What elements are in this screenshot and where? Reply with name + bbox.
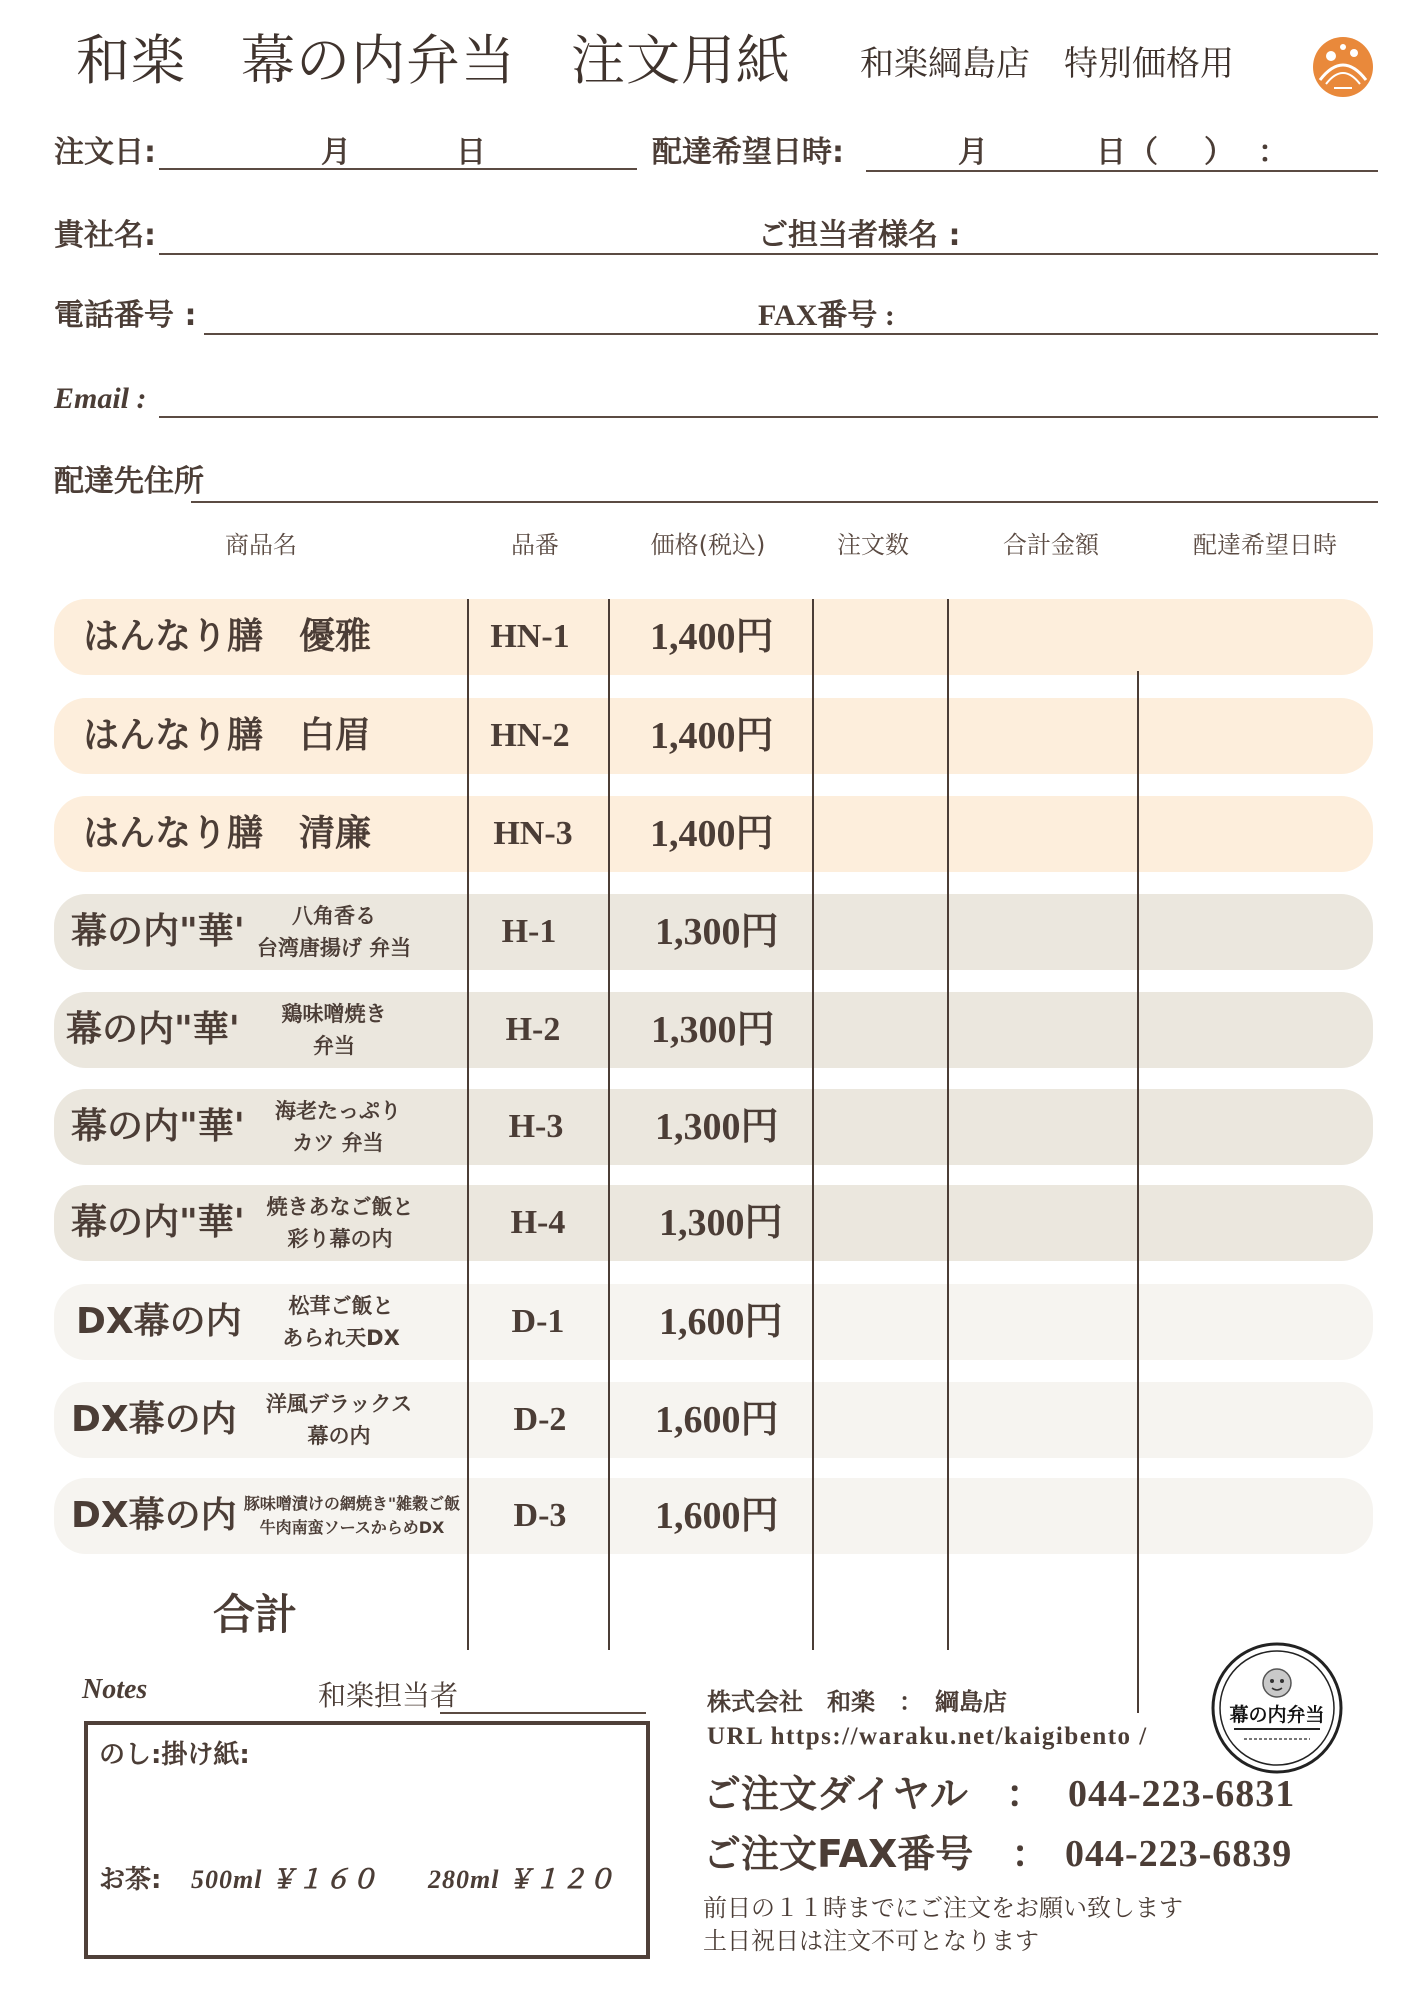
delivery-time-cell[interactable] (1139, 894, 1369, 970)
column-divider (947, 599, 949, 1650)
amount-cell[interactable] (949, 796, 1137, 872)
order-day-label: 日 (456, 135, 486, 170)
product-price: 1,300円 (655, 1106, 779, 1148)
product-price: 1,400円 (650, 616, 774, 658)
product-price: 1,600円 (659, 1301, 783, 1343)
noshi-field[interactable] (260, 1740, 630, 1770)
quantity-cell[interactable] (814, 599, 947, 675)
column-divider (608, 599, 610, 1650)
delivery-month-label: 月 (958, 135, 988, 170)
header-product-name: 商品名 (225, 531, 297, 559)
product-code: D-3 (513, 1497, 567, 1534)
product-code: H-2 (505, 1011, 561, 1048)
amount-cell[interactable] (949, 992, 1137, 1068)
tea-option-280ml: 280ml ￥１２０ (428, 1865, 615, 1894)
header-delivery-datetime: 配達希望日時 (1193, 531, 1337, 559)
product-price: 1,300円 (655, 911, 779, 953)
order-phone-number: 044-223-6831 (1068, 1773, 1296, 1815)
product-row (54, 1089, 1373, 1165)
product-name: はんなり膳 優雅 (83, 616, 372, 657)
notice-line: 前日の１１時までにご注文をお願い致します (703, 1894, 1183, 1922)
order-fax-number: 044-223-6839 (1065, 1833, 1293, 1875)
quantity-cell[interactable] (814, 992, 947, 1068)
quantity-cell[interactable] (814, 1284, 947, 1360)
delivery-time-cell[interactable] (1139, 1478, 1369, 1554)
product-row (54, 1284, 1373, 1360)
order-date-label: 注文日: (54, 135, 156, 170)
product-name: 幕の内"華' (71, 1202, 245, 1243)
product-row (54, 992, 1373, 1068)
product-row (54, 1382, 1373, 1458)
total-quantity-cell[interactable] (813, 1580, 947, 1650)
total-amount-cell[interactable] (949, 1580, 1137, 1650)
page-title: 和楽 幕の内弁当 注文用紙 (76, 29, 791, 92)
product-description: 海老たっぷり (275, 1098, 401, 1123)
order-phone-label: ご注文ダイヤル ： (703, 1772, 1044, 1816)
product-row (54, 796, 1373, 872)
notice-line: 土日祝日は注文不可となります (703, 1927, 1039, 1955)
company-name-label: 貴社名: (54, 218, 156, 253)
product-description: 八角香る (292, 903, 376, 928)
header-price: 価格(税込) (650, 531, 766, 559)
product-row (54, 894, 1373, 970)
delivery-time-cell[interactable] (1139, 599, 1369, 675)
stamp-logo-text: 幕の内弁当 (1229, 1704, 1325, 1726)
delivery-day-label: 日 (1096, 135, 1126, 170)
product-price: 1,600円 (655, 1495, 779, 1537)
order-fax-label: ご注文FAX番号 ： (703, 1832, 1050, 1876)
product-description: 豚味噌漬けの網焼き"雑穀ご飯 (243, 1494, 461, 1513)
product-price: 1,400円 (650, 715, 774, 757)
quantity-cell[interactable] (814, 1185, 947, 1261)
amount-cell[interactable] (949, 894, 1137, 970)
product-name: DX幕の内 (76, 1301, 242, 1342)
product-price: 1,400円 (650, 813, 774, 855)
amount-cell[interactable] (949, 1185, 1137, 1261)
header-total-amount: 合計金額 (1003, 531, 1099, 559)
delivery-paren-close: ） (1204, 135, 1234, 170)
website-link[interactable]: URL https://waraku.net/kaigibento / (707, 1723, 1148, 1750)
delivery-time-cell[interactable] (1139, 796, 1369, 872)
noshi-label: のし:掛け紙: (99, 1740, 250, 1770)
quantity-cell[interactable] (814, 1478, 947, 1554)
product-code: H-3 (508, 1108, 564, 1145)
product-description: 彩り幕の内 (287, 1226, 393, 1251)
contact-person-label: ご担当者様名 : (758, 218, 961, 253)
product-description: 牛肉南蛮ソースからめDX (259, 1518, 445, 1537)
product-name: 幕の内"華' (66, 1009, 240, 1050)
company-name: 株式会社 和楽 ： 綱島店 (707, 1688, 1007, 1716)
product-description: 幕の内 (307, 1423, 371, 1448)
product-price: 1,600円 (655, 1399, 779, 1441)
product-code: D-2 (513, 1401, 567, 1438)
fax-label: FAX番号 : (758, 299, 895, 332)
tea-option-500ml: 500ml ￥１６０ (191, 1865, 378, 1894)
notes-label: Notes (82, 1674, 148, 1705)
product-description: 焼きあなご飯と (266, 1194, 414, 1219)
delivery-time-cell[interactable] (1139, 1284, 1369, 1360)
product-name: はんなり膳 白眉 (83, 715, 372, 756)
store-label: 和楽綱島店 特別価格用 (860, 44, 1234, 84)
product-price: 1,300円 (651, 1009, 775, 1051)
staff-name-field[interactable] (440, 1682, 646, 1714)
header-quantity: 注文数 (837, 531, 909, 559)
product-code: D-1 (511, 1303, 565, 1340)
column-divider (812, 599, 814, 1650)
amount-cell[interactable] (949, 1382, 1137, 1458)
tea-label: お茶: (99, 1865, 162, 1895)
product-description: 弁当 (313, 1033, 355, 1058)
product-row (54, 1478, 1373, 1554)
product-description: 台湾唐揚げ 弁当 (256, 935, 412, 960)
bento-stamp-logo-icon (1210, 1641, 1344, 1775)
product-name: DX幕の内 (71, 1495, 237, 1536)
product-description: 松茸ご飯と (288, 1293, 394, 1318)
delivery-paren-open: （ (1128, 135, 1158, 170)
product-description: 洋風デラックス (265, 1391, 413, 1416)
quantity-cell[interactable] (814, 698, 947, 774)
product-code: H-4 (510, 1204, 566, 1241)
total-label: 合計 (213, 1590, 298, 1639)
product-description: 鶏味噌焼き (281, 1001, 387, 1026)
header-product-code: 品番 (511, 531, 559, 559)
product-code: HN-2 (490, 717, 570, 754)
delivery-time-cell[interactable] (1139, 1185, 1369, 1261)
product-name: DX幕の内 (71, 1399, 237, 1440)
quantity-cell[interactable] (814, 894, 947, 970)
amount-cell[interactable] (949, 1478, 1137, 1554)
amount-cell[interactable] (949, 1284, 1137, 1360)
column-divider (1137, 671, 1139, 1713)
email-label: Email : (54, 382, 147, 415)
phone-label: 電話番号 : (54, 298, 197, 333)
product-name: 幕の内"華' (71, 1106, 245, 1147)
product-row (54, 599, 1373, 675)
delivery-datetime-label: 配達希望日時: (652, 135, 844, 170)
product-code: HN-1 (490, 618, 570, 655)
delivery-colon: ： (1258, 135, 1288, 170)
delivery-time-cell[interactable] (1139, 1382, 1369, 1458)
quantity-cell[interactable] (814, 1382, 947, 1458)
address-label: 配達先住所 (54, 464, 204, 499)
product-description: カツ 弁当 (292, 1130, 384, 1155)
delivery-time-cell[interactable] (1139, 992, 1369, 1068)
product-name: 幕の内"華' (71, 911, 245, 952)
product-code: HN-3 (493, 815, 573, 852)
amount-cell[interactable] (949, 599, 1137, 675)
column-divider (467, 599, 469, 1650)
product-row (54, 698, 1373, 774)
order-month-label: 月 (321, 135, 351, 170)
product-row (54, 1185, 1373, 1261)
quantity-cell[interactable] (814, 1089, 947, 1165)
quantity-cell[interactable] (814, 796, 947, 872)
amount-cell[interactable] (949, 1089, 1137, 1165)
product-code: H-1 (501, 913, 557, 950)
product-description: あられ天DX (282, 1325, 400, 1350)
product-name: はんなり膳 清廉 (83, 813, 372, 854)
amount-cell[interactable] (949, 698, 1137, 774)
delivery-time-cell[interactable] (1139, 1089, 1369, 1165)
delivery-time-cell[interactable] (1139, 698, 1369, 774)
product-price: 1,300円 (659, 1202, 783, 1244)
staff-label: 和楽担当者 (318, 1679, 459, 1712)
